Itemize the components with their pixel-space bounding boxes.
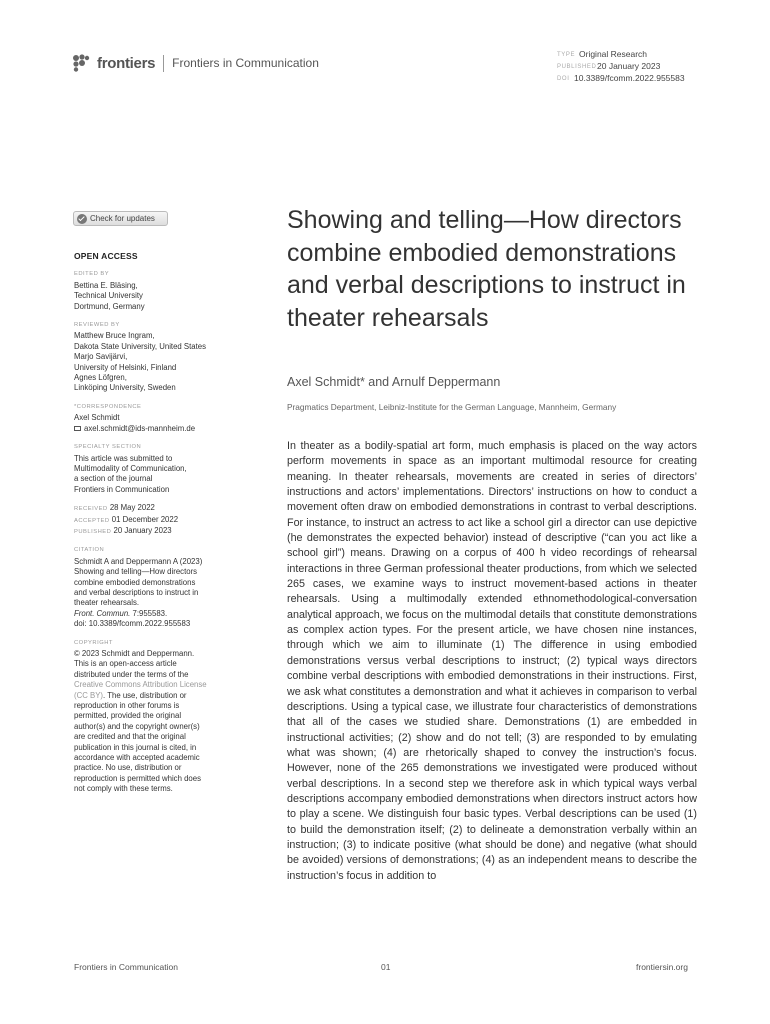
citation-line: theater rehearsals. [74, 598, 140, 608]
copyright-line: permitted, provided the original [74, 711, 182, 721]
logo-divider [163, 55, 164, 72]
reviewer-line: Marjo Savijärvi, [74, 352, 128, 362]
citation-line: combine embodied demonstrations [74, 577, 196, 587]
citation-line: Schmidt A and Deppermann A (2023) [74, 556, 203, 566]
check-updates-label: Check for updates [90, 214, 155, 223]
correspondence-email-row [74, 424, 244, 434]
author-affiliation: Pragmatics Department, Leibniz-Institute for the German Language, Mannheim, Germany [287, 402, 617, 412]
meta-value: Original Research [579, 49, 648, 59]
section-label: CITATION [74, 547, 105, 554]
copyright-section [74, 638, 244, 795]
citation-line: Showing and telling—How directors [74, 567, 198, 577]
meta-key: TYPE [557, 52, 576, 58]
copyright-line: distributed under the terms of the [74, 669, 189, 679]
citation-doi[interactable]: doi: 10.3389/fcomm.2022.955583 [74, 619, 191, 629]
publisher-name: frontiers [97, 54, 156, 72]
reviewer-line: Dakota State University, United States [74, 341, 207, 351]
editor-line: Technical University [74, 291, 143, 301]
editor-line: Dortmund, Germany [74, 301, 145, 311]
meta-doi [557, 73, 685, 85]
meta-key: PUBLISHED [557, 64, 597, 70]
copyright-line: author(s) and the copyright owner(s) [74, 721, 200, 731]
date-value: 01 December 2022 [111, 514, 179, 524]
specialty-section [74, 442, 244, 495]
copyright-line: practice. No use, distribution or [74, 763, 182, 773]
correspondence-email[interactable]: axel.schmidt@ids-mannheim.de [84, 423, 196, 433]
citation-journal-line [74, 609, 244, 619]
meta-value: 20 January 2023 [597, 61, 661, 71]
specialty-line: This article was submitted to [74, 453, 173, 463]
article-title: Showing and telling—How directors combine embodied demonstrations and verbal descriptions to instruct in theater rehearsals [287, 206, 686, 332]
copyright-line: publication in this journal is cited, in [74, 742, 197, 752]
correspondence-section [74, 402, 244, 434]
copyright-line: are credited and that the original [74, 732, 186, 742]
reviewed-by-section [74, 320, 244, 394]
article-abstract: In theater as a bodily-spatial art form, much emphasis is placed on the way actors perform movements in space as an important multimodal resource for creating meaning. In theater rehearsals, movements are created in series of directors’ instructions and actors’ implementations. Directors’ instructions on how to conduct a movement often draw on embodied demonstrations in contrast to verbal descriptions. For instance, to instruct an actress to act like a school girl a director can use depictive (he demonstrates the expected behavior) instead of descriptive (“can you act like a school girl”) means. Drawing on a corpus of 400 h video recordings of rehearsal interactions in three German professional theater productions, from which we selected 265 cases, we examine ways to instruct movement-based actions in theater rehearsals. Using a multimodally extended ethnomethodological-conversation analytical approach, we focus on the multimodal details that constitute demonstrations as complex action types. For the present article, we have chosen nine instances, through which we aim to illuminate (1) The difference in using embodied demonstrations versus verbal descriptions to instruct; (2) typical ways directors combine verbal descriptions with embodied demonstrations in their instructions. First, we ask what constitutes a demonstration and what it achieves in comparison to verbal descriptions. Using a typical case, we illustrate four characteristics of demonstrations that all of the cases we studied share. Demonstrations (1) are embedded in instructional activities; (2) show and do not tell; (3) are responded to by emulating what was shown; (4) are rhetorically shaped to convey the instruction’s focus. However, none of the 265 demonstrations we investigated were produced without verbal descriptions. In a second step we therefore ask in which typical ways verbal descriptions accompany embodied demonstrations when directors instruct actors how to play a scene. We distinguish four basic types. Verbal descriptions can be used (1) to build the demonstration itself; (2) to delineate a demonstration verbally within an instruction; (3) to indicate positive (what should be done) and negative (what should be avoided) versions of demonstrations; (4) as an independent means to describe the instruction’s focus in addition to [287, 440, 697, 882]
specialty-line: a section of the journal [74, 474, 153, 484]
check-updates-icon [77, 214, 87, 224]
date-accepted [74, 515, 244, 526]
meta-key: DOI [557, 76, 570, 82]
edited-by-section [74, 269, 244, 312]
footer-site-link[interactable]: frontiersin.org [636, 962, 688, 972]
citation-section [74, 545, 244, 629]
footer-journal: Frontiers in Communication [74, 962, 178, 972]
date-value: 28 May 2022 [109, 503, 155, 513]
editor-line: Bettina E. Bläsing, [74, 280, 138, 290]
date-published [74, 526, 244, 537]
license-abbr-link[interactable]: (CC BY) [74, 690, 104, 700]
publisher-logo[interactable] [72, 54, 319, 72]
specialty-line: Frontiers in Communication [74, 484, 170, 494]
copyright-line: . The use, distribution or [103, 690, 187, 700]
license-link[interactable]: Creative Commons Attribution License [74, 680, 207, 690]
mail-icon [74, 426, 81, 431]
copyright-line: © 2023 Schmidt and Deppermann. [74, 649, 195, 658]
copyright-line: reproduction in other forums is [74, 701, 180, 711]
copyright-line: not comply with these terms. [74, 784, 173, 794]
reviewer-line: Agnes Löfgren, [74, 373, 127, 383]
date-value: 20 January 2023 [113, 525, 172, 535]
date-label: ACCEPTED [74, 517, 110, 524]
reviewer-line: University of Helsinki, Finland [74, 362, 177, 372]
open-access-label: OPEN ACCESS [74, 251, 138, 261]
citation-volume: 7:955583. [132, 608, 168, 618]
section-label: REVIEWED BY [74, 322, 120, 329]
dates-section [74, 503, 244, 537]
check-for-updates-button[interactable] [73, 211, 168, 226]
meta-value[interactable]: 10.3389/fcomm.2022.955583 [574, 73, 685, 83]
meta-type [557, 49, 685, 61]
section-label: COPYRIGHT [74, 639, 113, 646]
section-label: SPECIALTY SECTION [74, 444, 142, 451]
section-label: EDITED BY [74, 271, 110, 278]
article-sidebar [74, 251, 244, 803]
copyright-license-row [74, 691, 244, 701]
copyright-line: This is an open-access article [74, 659, 177, 669]
citation-journal: Front. Commun. [74, 608, 131, 618]
section-label: *CORRESPONDENCE [74, 403, 142, 410]
date-received [74, 503, 244, 514]
meta-published [557, 61, 685, 73]
reviewer-line: Matthew Bruce Ingram, [74, 331, 155, 341]
citation-line: and verbal descriptions to instruct in [74, 587, 199, 597]
journal-name: Frontiers in Communication [172, 56, 319, 70]
frontiers-logo-icon [72, 54, 92, 72]
date-label: PUBLISHED [74, 528, 112, 535]
correspondence-name: Axel Schmidt [74, 413, 120, 423]
page-number: 01 [381, 962, 391, 972]
reviewer-line: Linköping University, Sweden [74, 383, 176, 393]
copyright-line: reproduction is permitted which does [74, 773, 201, 783]
copyright-line: accordance with accepted academic [74, 753, 200, 763]
article-meta [557, 49, 685, 85]
article-authors: Axel Schmidt* and Arnulf Deppermann [287, 375, 501, 389]
specialty-line: Multimodality of Communication, [74, 463, 187, 473]
date-label: RECEIVED [74, 506, 108, 513]
